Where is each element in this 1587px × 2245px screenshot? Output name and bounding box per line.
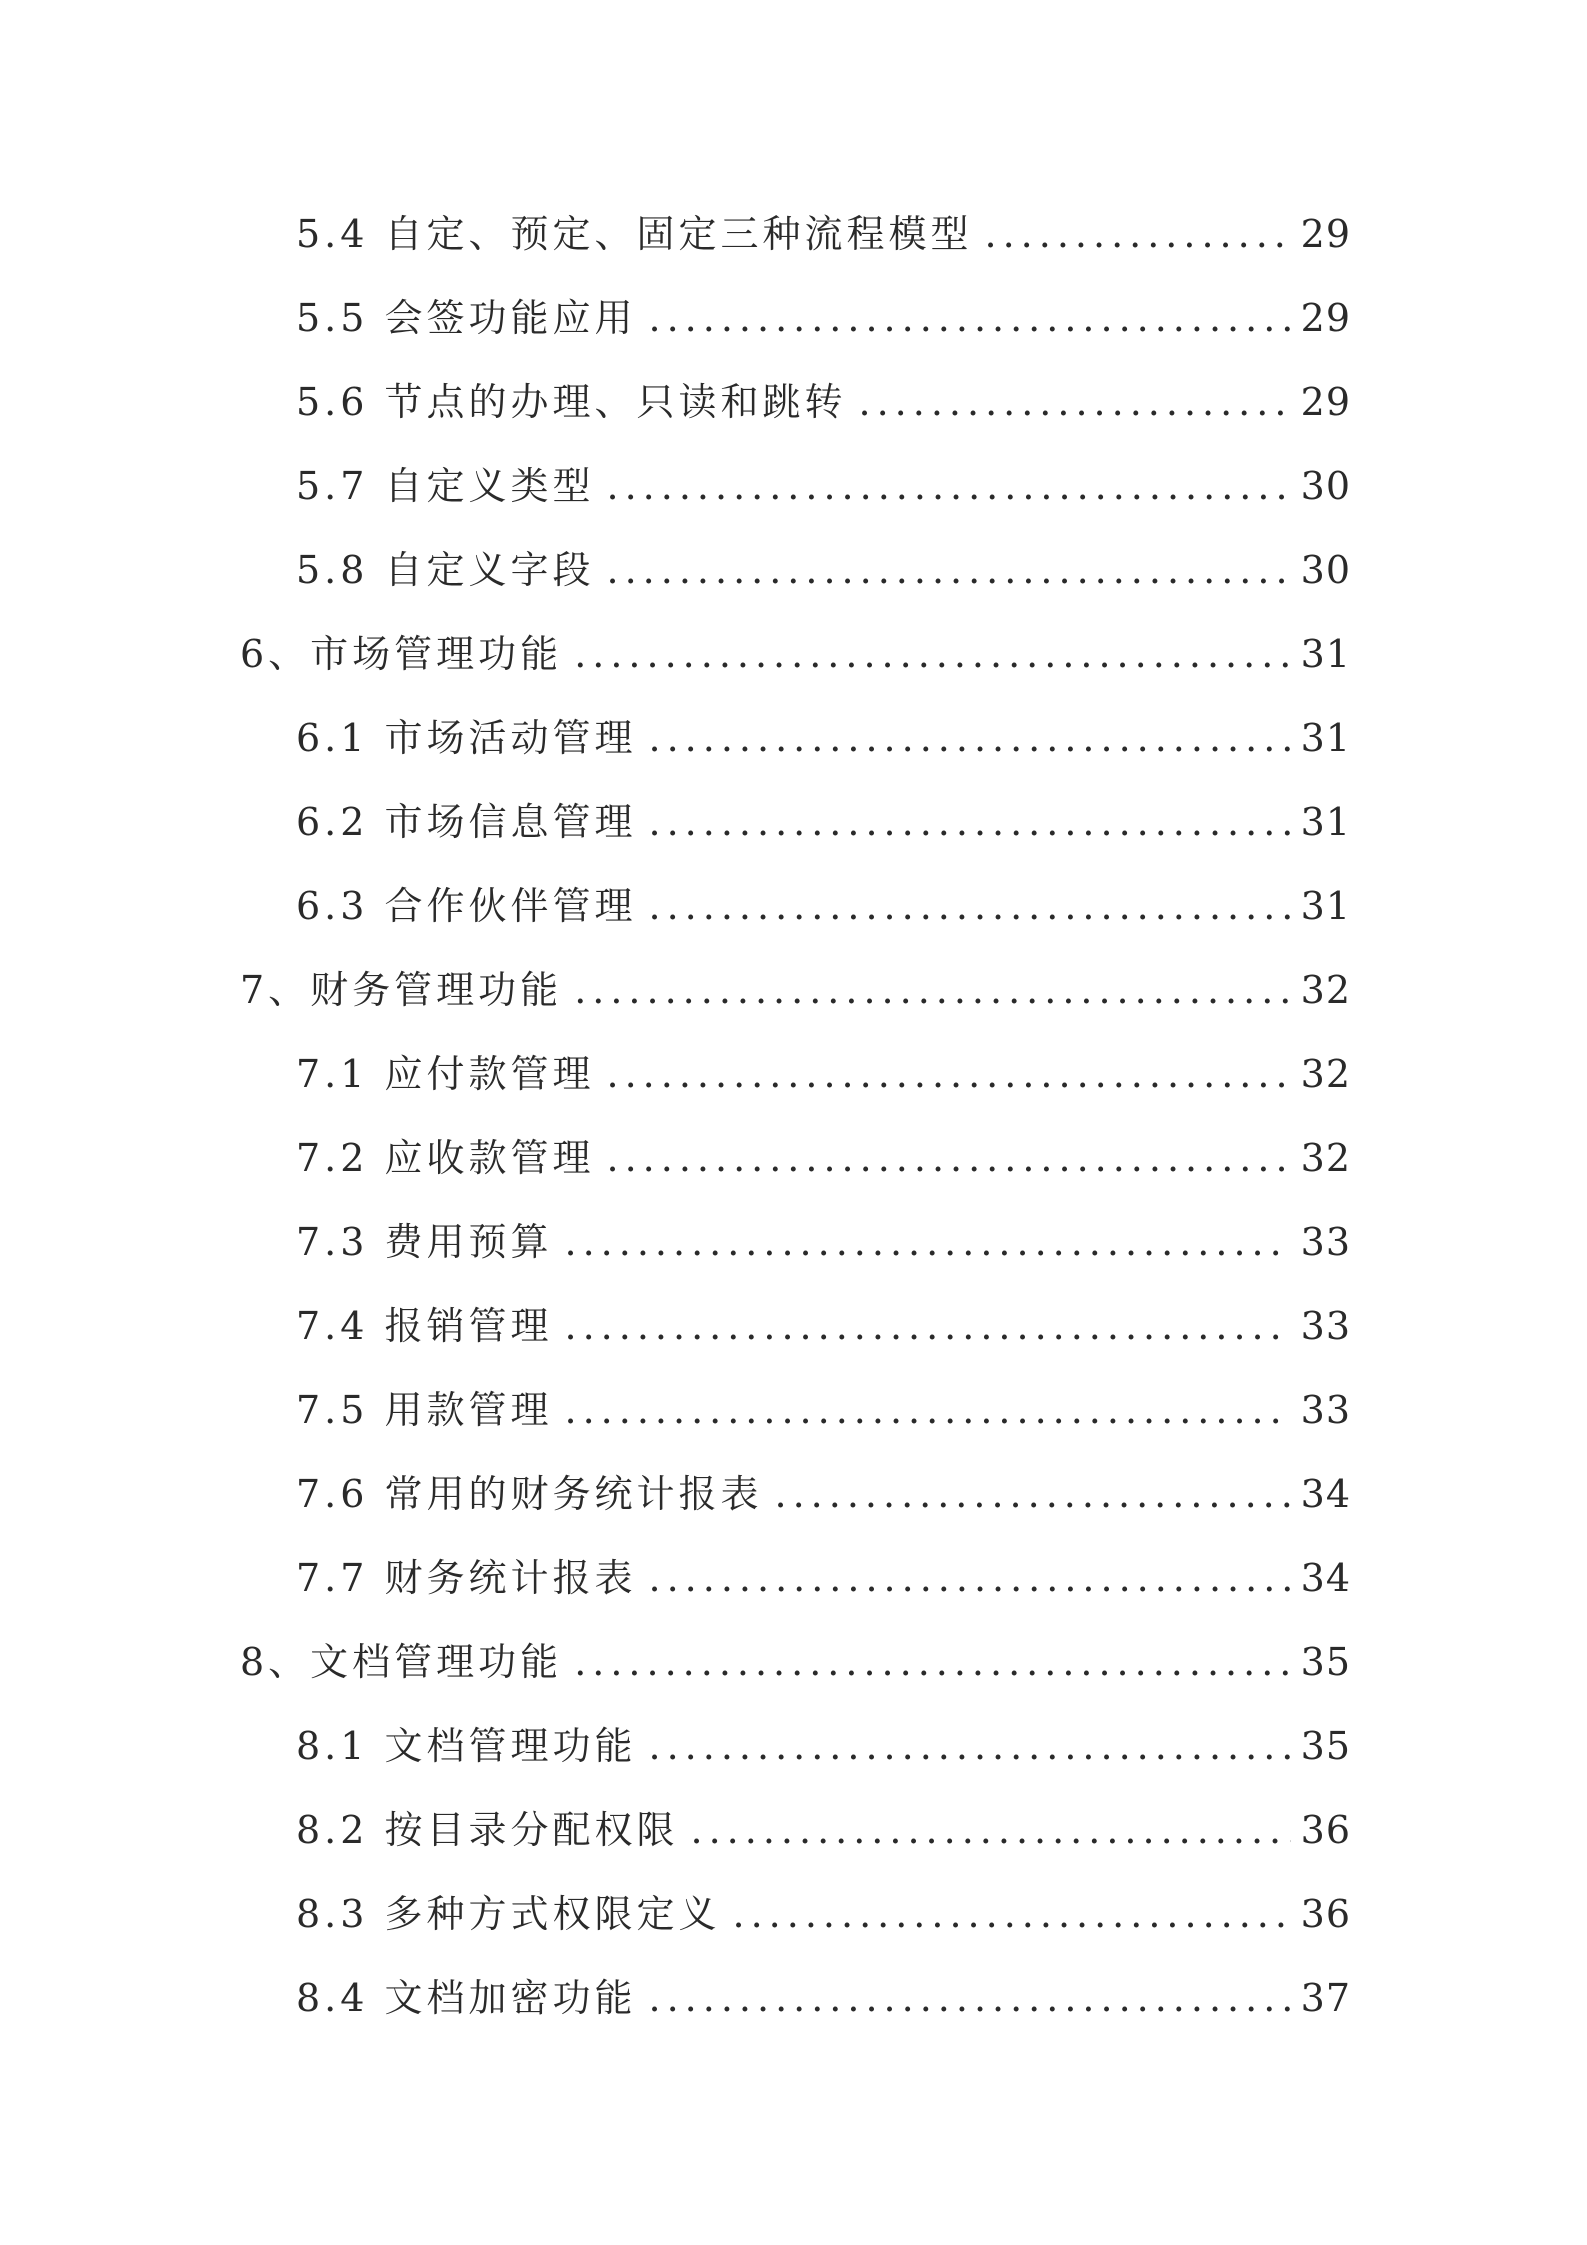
toc-dot-leader bbox=[733, 1884, 1291, 1944]
toc-dot-leader bbox=[859, 372, 1291, 432]
toc-entry-page-number: 33 bbox=[1300, 1304, 1351, 1348]
toc-entry-page-number: 31 bbox=[1300, 632, 1351, 676]
toc-entry-page-number: 35 bbox=[1300, 1724, 1351, 1768]
toc-entry-7-4[interactable] bbox=[296, 1296, 1351, 1356]
toc-entry-page-number: 36 bbox=[1300, 1892, 1351, 1936]
toc-entry-label: 5.8 自定义字段 bbox=[296, 548, 595, 592]
toc-entry-label: 7.4 报销管理 bbox=[296, 1304, 553, 1348]
toc-entry-label: 7、财务管理功能 bbox=[240, 968, 563, 1012]
toc-entry-page-number: 31 bbox=[1300, 884, 1351, 928]
toc-entry-8-1[interactable] bbox=[296, 1716, 1351, 1776]
toc-entry-label: 8.4 文档加密功能 bbox=[296, 1976, 637, 2020]
toc-dot-leader bbox=[649, 1548, 1291, 1608]
toc-entry-label: 6.1 市场活动管理 bbox=[296, 716, 637, 760]
toc-entry-7-7[interactable] bbox=[296, 1548, 1351, 1608]
toc-entry-label: 7.6 常用的财务统计报表 bbox=[296, 1472, 763, 1516]
toc-entry-label: 7.3 费用预算 bbox=[296, 1220, 553, 1264]
toc-entry-8-4[interactable] bbox=[296, 1968, 1351, 2028]
toc-entry-5-7[interactable] bbox=[296, 456, 1351, 516]
toc-entry-8[interactable] bbox=[240, 1632, 1351, 1692]
toc-dot-leader bbox=[607, 456, 1291, 516]
toc-entry-page-number: 34 bbox=[1300, 1472, 1351, 1516]
toc-entry-page-number: 36 bbox=[1300, 1808, 1351, 1852]
toc-entry-page-number: 31 bbox=[1300, 800, 1351, 844]
toc-dot-leader bbox=[649, 288, 1291, 348]
toc-entry-7-2[interactable] bbox=[296, 1128, 1351, 1188]
toc-dot-leader bbox=[574, 624, 1290, 684]
toc-entry-page-number: 29 bbox=[1300, 296, 1351, 340]
toc-entry-8-2[interactable] bbox=[296, 1800, 1351, 1860]
toc-dot-leader bbox=[985, 204, 1291, 264]
toc-entry-label: 7.2 应收款管理 bbox=[296, 1136, 595, 1180]
toc-entry-page-number: 32 bbox=[1300, 1136, 1351, 1180]
toc-entry-page-number: 30 bbox=[1300, 548, 1351, 592]
toc-entry-label: 5.7 自定义类型 bbox=[296, 464, 595, 508]
toc-entry-6-1[interactable] bbox=[296, 708, 1351, 768]
toc-dot-leader bbox=[691, 1800, 1291, 1860]
toc-entry-label: 8.3 多种方式权限定义 bbox=[296, 1892, 721, 1936]
toc-dot-leader bbox=[649, 792, 1291, 852]
toc-entry-label: 8、文档管理功能 bbox=[240, 1640, 563, 1684]
toc-entry-label: 7.1 应付款管理 bbox=[296, 1052, 595, 1096]
toc-dot-leader bbox=[649, 1716, 1291, 1776]
toc-entry-7-1[interactable] bbox=[296, 1044, 1351, 1104]
toc-dot-leader bbox=[775, 1464, 1291, 1524]
toc-entry-6-3[interactable] bbox=[296, 876, 1351, 936]
toc-entry-8-3[interactable] bbox=[296, 1884, 1351, 1944]
toc-dot-leader bbox=[607, 540, 1291, 600]
toc-entry-page-number: 34 bbox=[1300, 1556, 1351, 1600]
toc-entry-page-number: 29 bbox=[1300, 212, 1351, 256]
toc-entry-5-6[interactable] bbox=[296, 372, 1351, 432]
toc-dot-leader bbox=[607, 1044, 1291, 1104]
toc-entry-page-number: 32 bbox=[1300, 1052, 1351, 1096]
toc-entry-page-number: 35 bbox=[1300, 1640, 1351, 1684]
toc-dot-leader bbox=[574, 960, 1290, 1020]
toc-entry-label: 7.5 用款管理 bbox=[296, 1388, 553, 1432]
toc-dot-leader bbox=[565, 1380, 1291, 1440]
toc-dot-leader bbox=[649, 1968, 1291, 2028]
toc-entry-5-8[interactable] bbox=[296, 540, 1351, 600]
toc-entry-7-6[interactable] bbox=[296, 1464, 1351, 1524]
toc-dot-leader bbox=[565, 1212, 1291, 1272]
toc-entry-page-number: 33 bbox=[1300, 1220, 1351, 1264]
toc-dot-leader bbox=[565, 1296, 1291, 1356]
toc-entry-page-number: 37 bbox=[1300, 1976, 1351, 2020]
toc-entry-label: 5.6 节点的办理、只读和跳转 bbox=[296, 380, 847, 424]
toc-entry-label: 7.7 财务统计报表 bbox=[296, 1556, 637, 1600]
toc-entry-page-number: 29 bbox=[1300, 380, 1351, 424]
toc-entry-7-3[interactable] bbox=[296, 1212, 1351, 1272]
toc-entry-label: 6、市场管理功能 bbox=[240, 632, 563, 676]
toc-entry-label: 6.2 市场信息管理 bbox=[296, 800, 637, 844]
toc-entry-6[interactable] bbox=[240, 624, 1351, 684]
toc-entry-5-4[interactable] bbox=[296, 204, 1351, 264]
toc-entry-label: 5.4 自定、预定、固定三种流程模型 bbox=[296, 212, 973, 256]
toc-entry-label: 8.1 文档管理功能 bbox=[296, 1724, 637, 1768]
toc-dot-leader bbox=[649, 708, 1291, 768]
toc-entry-7[interactable] bbox=[240, 960, 1351, 1020]
toc-entry-page-number: 30 bbox=[1300, 464, 1351, 508]
toc-entry-label: 8.2 按目录分配权限 bbox=[296, 1808, 679, 1852]
toc-entry-7-5[interactable] bbox=[296, 1380, 1351, 1440]
toc-entry-page-number: 32 bbox=[1300, 968, 1351, 1012]
toc-entry-page-number: 33 bbox=[1300, 1388, 1351, 1432]
toc-dot-leader bbox=[649, 876, 1291, 936]
toc-dot-leader bbox=[574, 1632, 1290, 1692]
toc-entry-label: 5.5 会签功能应用 bbox=[296, 296, 637, 340]
toc-entry-6-2[interactable] bbox=[296, 792, 1351, 852]
toc-entry-page-number: 31 bbox=[1300, 716, 1351, 760]
toc-entry-label: 6.3 合作伙伴管理 bbox=[296, 884, 637, 928]
toc-dot-leader bbox=[607, 1128, 1291, 1188]
toc-entry-5-5[interactable] bbox=[296, 288, 1351, 348]
